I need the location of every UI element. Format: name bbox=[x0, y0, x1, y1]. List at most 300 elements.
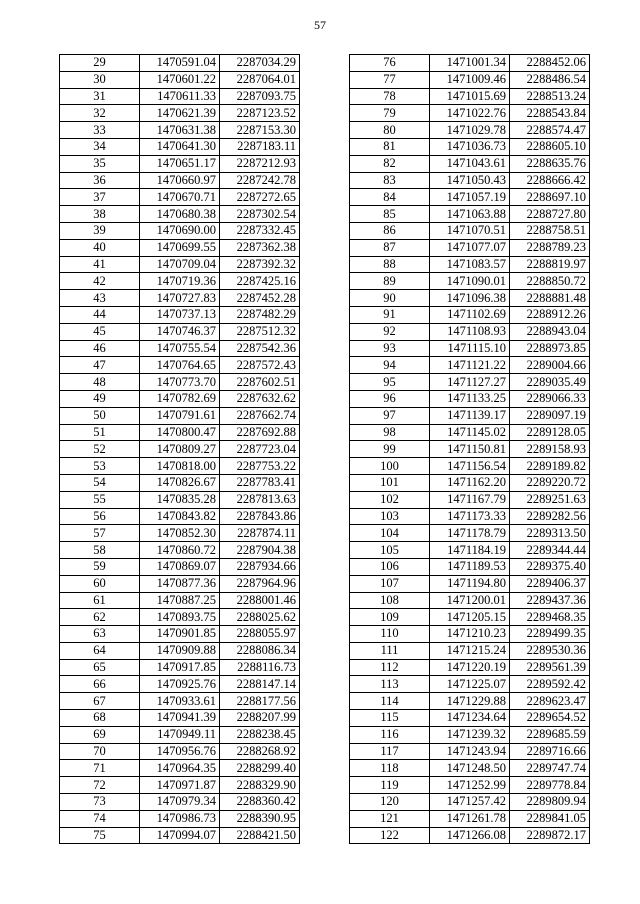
y-coordinate-cell: 2287843.86 bbox=[220, 508, 300, 525]
y-coordinate-cell: 2287542.36 bbox=[220, 340, 300, 357]
table-row bbox=[350, 558, 590, 575]
x-coordinate-cell: 1470909.88 bbox=[140, 642, 220, 659]
x-coordinate-cell: 1471167.79 bbox=[430, 491, 510, 508]
table-row bbox=[60, 726, 300, 743]
point-number-cell: 50 bbox=[60, 407, 140, 424]
x-coordinate-cell: 1471261.78 bbox=[430, 810, 510, 827]
point-number-cell: 57 bbox=[60, 525, 140, 542]
table-row bbox=[350, 609, 590, 626]
point-number-cell: 86 bbox=[350, 222, 430, 239]
table-row bbox=[350, 239, 590, 256]
table-row bbox=[350, 575, 590, 592]
x-coordinate-cell: 1471001.34 bbox=[430, 55, 510, 72]
x-coordinate-cell: 1470887.25 bbox=[140, 592, 220, 609]
table-row bbox=[60, 743, 300, 760]
table-row bbox=[60, 290, 300, 307]
table-row bbox=[350, 642, 590, 659]
x-coordinate-cell: 1470826.67 bbox=[140, 474, 220, 491]
table-row bbox=[350, 55, 590, 72]
point-number-cell: 43 bbox=[60, 290, 140, 307]
y-coordinate-cell: 2287662.74 bbox=[220, 407, 300, 424]
table-row bbox=[60, 172, 300, 189]
point-number-cell: 85 bbox=[350, 206, 430, 223]
x-coordinate-cell: 1470933.61 bbox=[140, 693, 220, 710]
table-row bbox=[350, 760, 590, 777]
x-coordinate-cell: 1470877.36 bbox=[140, 575, 220, 592]
point-number-cell: 91 bbox=[350, 306, 430, 323]
point-number-cell: 51 bbox=[60, 424, 140, 441]
x-coordinate-cell: 1471121.22 bbox=[430, 357, 510, 374]
y-coordinate-cell: 2288086.34 bbox=[220, 642, 300, 659]
point-number-cell: 83 bbox=[350, 172, 430, 189]
point-number-cell: 72 bbox=[60, 777, 140, 794]
x-coordinate-cell: 1471083.57 bbox=[430, 256, 510, 273]
y-coordinate-cell: 2288513.24 bbox=[510, 88, 590, 105]
coordinates-table-right bbox=[349, 54, 590, 844]
point-number-cell: 53 bbox=[60, 458, 140, 475]
point-number-cell: 120 bbox=[350, 794, 430, 811]
y-coordinate-cell: 2287034.29 bbox=[220, 55, 300, 72]
x-coordinate-cell: 1470719.36 bbox=[140, 273, 220, 290]
table-row bbox=[350, 474, 590, 491]
x-coordinate-cell: 1470764.65 bbox=[140, 357, 220, 374]
y-coordinate-cell: 2288238.45 bbox=[220, 726, 300, 743]
y-coordinate-cell: 2287964.96 bbox=[220, 575, 300, 592]
point-number-cell: 105 bbox=[350, 542, 430, 559]
x-coordinate-cell: 1471189.53 bbox=[430, 558, 510, 575]
x-coordinate-cell: 1471108.93 bbox=[430, 323, 510, 340]
x-coordinate-cell: 1471215.24 bbox=[430, 642, 510, 659]
table-row bbox=[60, 105, 300, 122]
point-number-cell: 67 bbox=[60, 693, 140, 710]
point-number-cell: 119 bbox=[350, 777, 430, 794]
x-coordinate-cell: 1471184.19 bbox=[430, 542, 510, 559]
table-row bbox=[350, 693, 590, 710]
x-coordinate-cell: 1471022.76 bbox=[430, 105, 510, 122]
table-row bbox=[60, 693, 300, 710]
table-row bbox=[60, 390, 300, 407]
x-coordinate-cell: 1470800.47 bbox=[140, 424, 220, 441]
x-coordinate-cell: 1470611.33 bbox=[140, 88, 220, 105]
x-coordinate-cell: 1470690.00 bbox=[140, 222, 220, 239]
table-row bbox=[350, 105, 590, 122]
x-coordinate-cell: 1470782.69 bbox=[140, 390, 220, 407]
x-coordinate-cell: 1471266.08 bbox=[430, 827, 510, 844]
x-coordinate-cell: 1470994.07 bbox=[140, 827, 220, 844]
y-coordinate-cell: 2289685.59 bbox=[510, 726, 590, 743]
table-row bbox=[350, 306, 590, 323]
y-coordinate-cell: 2289035.49 bbox=[510, 374, 590, 391]
coordinates-table-left bbox=[59, 54, 300, 844]
table-row bbox=[350, 542, 590, 559]
point-number-cell: 97 bbox=[350, 407, 430, 424]
table-row bbox=[350, 290, 590, 307]
y-coordinate-cell: 2287392.32 bbox=[220, 256, 300, 273]
y-coordinate-cell: 2287874.11 bbox=[220, 525, 300, 542]
table-row bbox=[60, 474, 300, 491]
point-number-cell: 61 bbox=[60, 592, 140, 609]
y-coordinate-cell: 2287272.65 bbox=[220, 189, 300, 206]
point-number-cell: 115 bbox=[350, 710, 430, 727]
y-coordinate-cell: 2288452.06 bbox=[510, 55, 590, 72]
y-coordinate-cell: 2289282.56 bbox=[510, 508, 590, 525]
table-row bbox=[60, 306, 300, 323]
point-number-cell: 47 bbox=[60, 357, 140, 374]
x-coordinate-cell: 1471225.07 bbox=[430, 676, 510, 693]
y-coordinate-cell: 2287632.62 bbox=[220, 390, 300, 407]
y-coordinate-cell: 2287602.51 bbox=[220, 374, 300, 391]
x-coordinate-cell: 1470791.61 bbox=[140, 407, 220, 424]
table-row bbox=[350, 676, 590, 693]
x-coordinate-cell: 1471257.42 bbox=[430, 794, 510, 811]
x-coordinate-cell: 1471090.01 bbox=[430, 273, 510, 290]
x-coordinate-cell: 1471239.32 bbox=[430, 726, 510, 743]
point-number-cell: 79 bbox=[350, 105, 430, 122]
y-coordinate-cell: 2287183.11 bbox=[220, 138, 300, 155]
y-coordinate-cell: 2289158.93 bbox=[510, 441, 590, 458]
point-number-cell: 89 bbox=[350, 273, 430, 290]
point-number-cell: 93 bbox=[350, 340, 430, 357]
y-coordinate-cell: 2287064.01 bbox=[220, 71, 300, 88]
point-number-cell: 112 bbox=[350, 659, 430, 676]
point-number-cell: 84 bbox=[350, 189, 430, 206]
table-row bbox=[60, 357, 300, 374]
y-coordinate-cell: 2288881.48 bbox=[510, 290, 590, 307]
y-coordinate-cell: 2287452.28 bbox=[220, 290, 300, 307]
point-number-cell: 52 bbox=[60, 441, 140, 458]
point-number-cell: 92 bbox=[350, 323, 430, 340]
y-coordinate-cell: 2287242.78 bbox=[220, 172, 300, 189]
x-coordinate-cell: 1471205.15 bbox=[430, 609, 510, 626]
table-row bbox=[60, 138, 300, 155]
table-row bbox=[60, 575, 300, 592]
table-row bbox=[60, 239, 300, 256]
x-coordinate-cell: 1470755.54 bbox=[140, 340, 220, 357]
point-number-cell: 94 bbox=[350, 357, 430, 374]
table-row bbox=[350, 441, 590, 458]
x-coordinate-cell: 1470680.38 bbox=[140, 206, 220, 223]
x-coordinate-cell: 1471178.79 bbox=[430, 525, 510, 542]
x-coordinate-cell: 1470852.30 bbox=[140, 525, 220, 542]
y-coordinate-cell: 2289344.44 bbox=[510, 542, 590, 559]
table-row bbox=[60, 256, 300, 273]
point-number-cell: 73 bbox=[60, 794, 140, 811]
point-number-cell: 96 bbox=[350, 390, 430, 407]
table-row bbox=[350, 88, 590, 105]
x-coordinate-cell: 1471057.19 bbox=[430, 189, 510, 206]
x-coordinate-cell: 1470651.17 bbox=[140, 155, 220, 172]
x-coordinate-cell: 1470869.07 bbox=[140, 558, 220, 575]
y-coordinate-cell: 2287093.75 bbox=[220, 88, 300, 105]
table-row bbox=[60, 55, 300, 72]
table-row bbox=[350, 189, 590, 206]
table-row bbox=[60, 827, 300, 844]
point-number-cell: 62 bbox=[60, 609, 140, 626]
y-coordinate-cell: 2288819.97 bbox=[510, 256, 590, 273]
table-row bbox=[60, 155, 300, 172]
y-coordinate-cell: 2287723.04 bbox=[220, 441, 300, 458]
point-number-cell: 64 bbox=[60, 642, 140, 659]
point-number-cell: 48 bbox=[60, 374, 140, 391]
point-number-cell: 42 bbox=[60, 273, 140, 290]
table-row bbox=[350, 424, 590, 441]
y-coordinate-cell: 2289778.84 bbox=[510, 777, 590, 794]
y-coordinate-cell: 2289499.35 bbox=[510, 626, 590, 643]
point-number-cell: 65 bbox=[60, 659, 140, 676]
table-row bbox=[350, 491, 590, 508]
y-coordinate-cell: 2287692.88 bbox=[220, 424, 300, 441]
y-coordinate-cell: 2288001.46 bbox=[220, 592, 300, 609]
point-number-cell: 32 bbox=[60, 105, 140, 122]
y-coordinate-cell: 2287783.41 bbox=[220, 474, 300, 491]
table-row bbox=[60, 424, 300, 441]
table-row bbox=[350, 256, 590, 273]
y-coordinate-cell: 2288421.50 bbox=[220, 827, 300, 844]
point-number-cell: 111 bbox=[350, 642, 430, 659]
x-coordinate-cell: 1470660.97 bbox=[140, 172, 220, 189]
point-number-cell: 49 bbox=[60, 390, 140, 407]
table-row bbox=[60, 794, 300, 811]
table-row bbox=[350, 172, 590, 189]
x-coordinate-cell: 1471145.02 bbox=[430, 424, 510, 441]
x-coordinate-cell: 1471050.43 bbox=[430, 172, 510, 189]
y-coordinate-cell: 2288486.54 bbox=[510, 71, 590, 88]
y-coordinate-cell: 2289592.42 bbox=[510, 676, 590, 693]
table-row bbox=[350, 794, 590, 811]
y-coordinate-cell: 2289623.47 bbox=[510, 693, 590, 710]
x-coordinate-cell: 1470917.85 bbox=[140, 659, 220, 676]
page-number: 57 bbox=[314, 18, 326, 32]
point-number-cell: 108 bbox=[350, 592, 430, 609]
table-row bbox=[60, 71, 300, 88]
point-number-cell: 113 bbox=[350, 676, 430, 693]
point-number-cell: 75 bbox=[60, 827, 140, 844]
x-coordinate-cell: 1471036.73 bbox=[430, 138, 510, 155]
point-number-cell: 70 bbox=[60, 743, 140, 760]
y-coordinate-cell: 2289128.05 bbox=[510, 424, 590, 441]
table-row bbox=[350, 357, 590, 374]
x-coordinate-cell: 1471077.07 bbox=[430, 239, 510, 256]
y-coordinate-cell: 2288912.26 bbox=[510, 306, 590, 323]
point-number-cell: 40 bbox=[60, 239, 140, 256]
table-row bbox=[350, 508, 590, 525]
table-row bbox=[350, 374, 590, 391]
y-coordinate-cell: 2287482.29 bbox=[220, 306, 300, 323]
point-number-cell: 34 bbox=[60, 138, 140, 155]
table-row bbox=[350, 340, 590, 357]
y-coordinate-cell: 2287813.63 bbox=[220, 491, 300, 508]
table-row bbox=[60, 189, 300, 206]
point-number-cell: 82 bbox=[350, 155, 430, 172]
point-number-cell: 71 bbox=[60, 760, 140, 777]
y-coordinate-cell: 2288697.10 bbox=[510, 189, 590, 206]
table-row bbox=[350, 525, 590, 542]
table-row bbox=[60, 508, 300, 525]
point-number-cell: 110 bbox=[350, 626, 430, 643]
x-coordinate-cell: 1470670.71 bbox=[140, 189, 220, 206]
table-row bbox=[350, 407, 590, 424]
table-row bbox=[60, 659, 300, 676]
point-number-cell: 121 bbox=[350, 810, 430, 827]
x-coordinate-cell: 1470621.39 bbox=[140, 105, 220, 122]
table-row bbox=[60, 710, 300, 727]
point-number-cell: 122 bbox=[350, 827, 430, 844]
y-coordinate-cell: 2288574.47 bbox=[510, 122, 590, 139]
y-coordinate-cell: 2288207.99 bbox=[220, 710, 300, 727]
x-coordinate-cell: 1471243.94 bbox=[430, 743, 510, 760]
x-coordinate-cell: 1470893.75 bbox=[140, 609, 220, 626]
y-coordinate-cell: 2287934.66 bbox=[220, 558, 300, 575]
x-coordinate-cell: 1470941.39 bbox=[140, 710, 220, 727]
x-coordinate-cell: 1470971.87 bbox=[140, 777, 220, 794]
table-row bbox=[350, 710, 590, 727]
point-number-cell: 114 bbox=[350, 693, 430, 710]
x-coordinate-cell: 1470601.22 bbox=[140, 71, 220, 88]
y-coordinate-cell: 2288943.04 bbox=[510, 323, 590, 340]
x-coordinate-cell: 1471043.61 bbox=[430, 155, 510, 172]
point-number-cell: 38 bbox=[60, 206, 140, 223]
x-coordinate-cell: 1471133.25 bbox=[430, 390, 510, 407]
point-number-cell: 63 bbox=[60, 626, 140, 643]
table-row bbox=[60, 810, 300, 827]
point-number-cell: 60 bbox=[60, 575, 140, 592]
table-row bbox=[350, 122, 590, 139]
y-coordinate-cell: 2287512.32 bbox=[220, 323, 300, 340]
x-coordinate-cell: 1470746.37 bbox=[140, 323, 220, 340]
x-coordinate-cell: 1470809.27 bbox=[140, 441, 220, 458]
table-row bbox=[350, 743, 590, 760]
y-coordinate-cell: 2289004.66 bbox=[510, 357, 590, 374]
table-row bbox=[350, 458, 590, 475]
x-coordinate-cell: 1471096.38 bbox=[430, 290, 510, 307]
table-row bbox=[60, 542, 300, 559]
point-number-cell: 37 bbox=[60, 189, 140, 206]
y-coordinate-cell: 2289654.52 bbox=[510, 710, 590, 727]
x-coordinate-cell: 1470964.35 bbox=[140, 760, 220, 777]
point-number-cell: 31 bbox=[60, 88, 140, 105]
x-coordinate-cell: 1470737.13 bbox=[140, 306, 220, 323]
x-coordinate-cell: 1470949.11 bbox=[140, 726, 220, 743]
y-coordinate-cell: 2289375.40 bbox=[510, 558, 590, 575]
point-number-cell: 78 bbox=[350, 88, 430, 105]
x-coordinate-cell: 1470818.00 bbox=[140, 458, 220, 475]
point-number-cell: 56 bbox=[60, 508, 140, 525]
point-number-cell: 76 bbox=[350, 55, 430, 72]
y-coordinate-cell: 2287302.54 bbox=[220, 206, 300, 223]
table-row bbox=[350, 659, 590, 676]
point-number-cell: 59 bbox=[60, 558, 140, 575]
y-coordinate-cell: 2288025.62 bbox=[220, 609, 300, 626]
table-row bbox=[60, 525, 300, 542]
x-coordinate-cell: 1471200.01 bbox=[430, 592, 510, 609]
point-number-cell: 87 bbox=[350, 239, 430, 256]
table-row bbox=[60, 458, 300, 475]
x-coordinate-cell: 1470986.73 bbox=[140, 810, 220, 827]
x-coordinate-cell: 1470631.38 bbox=[140, 122, 220, 139]
table-row bbox=[350, 323, 590, 340]
point-number-cell: 55 bbox=[60, 491, 140, 508]
x-coordinate-cell: 1471015.69 bbox=[430, 88, 510, 105]
x-coordinate-cell: 1471220.19 bbox=[430, 659, 510, 676]
x-coordinate-cell: 1471194.80 bbox=[430, 575, 510, 592]
table-row bbox=[60, 206, 300, 223]
point-number-cell: 101 bbox=[350, 474, 430, 491]
table-row bbox=[60, 122, 300, 139]
x-coordinate-cell: 1471229.88 bbox=[430, 693, 510, 710]
y-coordinate-cell: 2287753.22 bbox=[220, 458, 300, 475]
x-coordinate-cell: 1470925.76 bbox=[140, 676, 220, 693]
point-number-cell: 54 bbox=[60, 474, 140, 491]
point-number-cell: 102 bbox=[350, 491, 430, 508]
table-row bbox=[60, 642, 300, 659]
x-coordinate-cell: 1470835.28 bbox=[140, 491, 220, 508]
point-number-cell: 35 bbox=[60, 155, 140, 172]
table-row bbox=[60, 592, 300, 609]
table-row bbox=[60, 491, 300, 508]
table-row bbox=[350, 71, 590, 88]
x-coordinate-cell: 1470979.34 bbox=[140, 794, 220, 811]
point-number-cell: 88 bbox=[350, 256, 430, 273]
table-row bbox=[350, 206, 590, 223]
x-coordinate-cell: 1471102.69 bbox=[430, 306, 510, 323]
x-coordinate-cell: 1471248.50 bbox=[430, 760, 510, 777]
x-coordinate-cell: 1471173.33 bbox=[430, 508, 510, 525]
y-coordinate-cell: 2288177.56 bbox=[220, 693, 300, 710]
point-number-cell: 46 bbox=[60, 340, 140, 357]
x-coordinate-cell: 1470860.72 bbox=[140, 542, 220, 559]
y-coordinate-cell: 2288635.76 bbox=[510, 155, 590, 172]
table-row bbox=[60, 88, 300, 105]
y-coordinate-cell: 2289872.17 bbox=[510, 827, 590, 844]
point-number-cell: 69 bbox=[60, 726, 140, 743]
point-number-cell: 116 bbox=[350, 726, 430, 743]
y-coordinate-cell: 2289189.82 bbox=[510, 458, 590, 475]
point-number-cell: 29 bbox=[60, 55, 140, 72]
y-coordinate-cell: 2288268.92 bbox=[220, 743, 300, 760]
x-coordinate-cell: 1471070.51 bbox=[430, 222, 510, 239]
y-coordinate-cell: 2289468.35 bbox=[510, 609, 590, 626]
table-row bbox=[350, 273, 590, 290]
point-number-cell: 118 bbox=[350, 760, 430, 777]
y-coordinate-cell: 2288727.80 bbox=[510, 206, 590, 223]
point-number-cell: 36 bbox=[60, 172, 140, 189]
table-row bbox=[350, 777, 590, 794]
point-number-cell: 41 bbox=[60, 256, 140, 273]
point-number-cell: 107 bbox=[350, 575, 430, 592]
y-coordinate-cell: 2289716.66 bbox=[510, 743, 590, 760]
y-coordinate-cell: 2287212.93 bbox=[220, 155, 300, 172]
point-number-cell: 44 bbox=[60, 306, 140, 323]
y-coordinate-cell: 2288850.72 bbox=[510, 273, 590, 290]
x-coordinate-cell: 1471029.78 bbox=[430, 122, 510, 139]
table-row bbox=[350, 138, 590, 155]
table-row bbox=[350, 222, 590, 239]
y-coordinate-cell: 2288147.14 bbox=[220, 676, 300, 693]
y-coordinate-cell: 2287425.16 bbox=[220, 273, 300, 290]
y-coordinate-cell: 2288055.97 bbox=[220, 626, 300, 643]
point-number-cell: 106 bbox=[350, 558, 430, 575]
point-number-cell: 77 bbox=[350, 71, 430, 88]
table-row bbox=[60, 407, 300, 424]
y-coordinate-cell: 2287332.45 bbox=[220, 222, 300, 239]
x-coordinate-cell: 1470709.04 bbox=[140, 256, 220, 273]
point-number-cell: 66 bbox=[60, 676, 140, 693]
point-number-cell: 95 bbox=[350, 374, 430, 391]
y-coordinate-cell: 2289220.72 bbox=[510, 474, 590, 491]
table-row bbox=[60, 374, 300, 391]
y-coordinate-cell: 2289530.36 bbox=[510, 642, 590, 659]
y-coordinate-cell: 2288789.23 bbox=[510, 239, 590, 256]
